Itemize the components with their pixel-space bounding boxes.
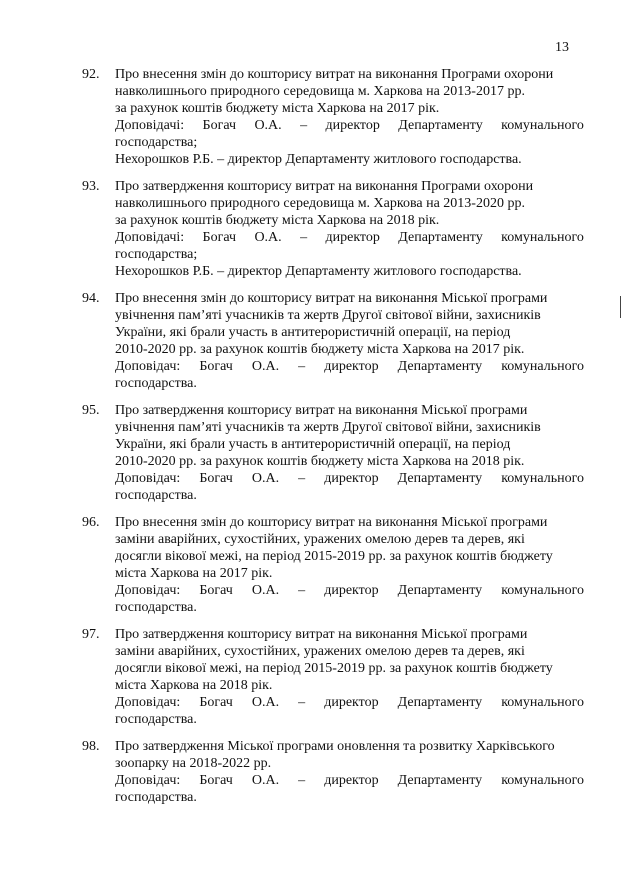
speaker-line: Нехорошков Р.Б. – директор Департаменту житлового господарства.	[115, 152, 522, 167]
agenda-item-body	[115, 290, 584, 392]
speaker-word: –	[300, 230, 308, 245]
speaker-word: –	[298, 583, 306, 598]
speaker-word: Департаменту	[397, 471, 483, 486]
agenda-item-number: 93.	[82, 179, 100, 194]
agenda-item-title-line: зоопарку на 2018-2022 рр.	[115, 756, 272, 771]
agenda-item-title-line: увічнення пам’яті учасників та жертв Другої світової війни, захисників	[115, 308, 541, 323]
agenda-item	[82, 178, 584, 280]
speaker-word: комунального	[501, 773, 584, 788]
speaker-word: –	[298, 471, 306, 486]
speaker-word: Богач	[202, 118, 237, 133]
speaker-word: Доповідач:	[115, 583, 181, 598]
agenda-list	[82, 66, 584, 816]
speaker-word: Богач	[199, 773, 233, 788]
speaker-word: Богач	[199, 695, 233, 710]
speaker-line	[115, 470, 584, 487]
speaker-word: О.А.	[254, 118, 282, 133]
speaker-word: Богач	[199, 471, 233, 486]
agenda-item-title-line: за рахунок коштів бюджету міста Харкова на 2018 рік.	[115, 213, 440, 228]
speaker-word: –	[300, 118, 308, 133]
agenda-item-number: 97.	[82, 627, 100, 642]
speaker-word: Департаменту	[398, 230, 483, 245]
speaker-word: Доповідач:	[115, 695, 181, 710]
agenda-item	[82, 514, 584, 616]
speaker-word: директор	[324, 695, 379, 710]
speaker-word: Доповідач:	[115, 471, 181, 486]
speaker-word: комунального	[501, 118, 584, 133]
agenda-item-title-line: України, які брали участь в антитерористичній операції, на період	[115, 437, 511, 452]
speaker-word: О.А.	[254, 230, 282, 245]
agenda-item-title-line: заміни аварійних, сухостійних, уражених омелою дерев та дерев, які	[115, 532, 525, 547]
speaker-word: Департаменту	[397, 773, 483, 788]
speaker-word: Департаменту	[397, 583, 483, 598]
agenda-item-number: 94.	[82, 291, 100, 306]
agenda-item	[82, 290, 584, 392]
agenda-item-title-line: міста Харкова на 2018 рік.	[115, 678, 273, 693]
speaker-word: директор	[324, 773, 379, 788]
agenda-item	[82, 626, 584, 728]
speaker-line	[115, 772, 584, 789]
agenda-item	[82, 66, 584, 168]
speaker-line: господарства.	[115, 488, 197, 503]
speaker-word: Доповідачі:	[115, 230, 185, 245]
agenda-item-title-line: досягли вікової межі, на період 2015-2019 рр. за рахунок коштів бюджету	[115, 549, 553, 564]
speaker-word: Богач	[199, 359, 233, 374]
speaker-line: господарства.	[115, 712, 197, 727]
agenda-item-body	[115, 626, 584, 728]
speaker-line: Нехорошков Р.Б. – директор Департаменту житлового господарства.	[115, 264, 522, 279]
speaker-word: директор	[324, 471, 379, 486]
agenda-item-title-line: Про внесення змін до кошторису витрат на виконання Міської програми	[115, 291, 548, 306]
agenda-item-title-line: досягли вікової межі, на період 2015-2019 рр. за рахунок коштів бюджету	[115, 661, 553, 676]
speaker-word: Богач	[202, 230, 237, 245]
agenda-item-title-line: міста Харкова на 2017 рік.	[115, 566, 273, 581]
agenda-item-title-line: 2010-2020 рр. за рахунок коштів бюджету міста Харкова на 2018 рік.	[115, 454, 525, 469]
agenda-item-number: 95.	[82, 403, 100, 418]
speaker-word: директор	[324, 583, 379, 598]
speaker-word: комунального	[501, 230, 584, 245]
page-number: 13	[555, 40, 569, 55]
speaker-line: господарства;	[115, 247, 198, 262]
agenda-item-title-line: Про затвердження Міської програми оновлення та розвитку Харківського	[115, 739, 555, 754]
speaker-line	[115, 358, 584, 375]
speaker-word: директор	[324, 359, 379, 374]
speaker-word: О.А.	[251, 359, 280, 374]
agenda-item-title-line: 2010-2020 рр. за рахунок коштів бюджету міста Харкова на 2017 рік.	[115, 342, 525, 357]
agenda-item	[82, 402, 584, 504]
agenda-item-body	[115, 66, 584, 168]
speaker-line: господарства;	[115, 135, 198, 150]
agenda-item-title-line: увічнення пам’яті учасників та жертв Другої світової війни, захисників	[115, 420, 541, 435]
speaker-word: комунального	[501, 471, 584, 486]
speaker-word: О.А.	[251, 583, 280, 598]
agenda-item-body	[115, 738, 584, 806]
margin-mark	[620, 296, 621, 318]
speaker-word: Богач	[199, 583, 233, 598]
agenda-item-title-line: Про затвердження кошторису витрат на виконання Міської програми	[115, 403, 528, 418]
agenda-item-title-line: Про внесення змін до кошторису витрат на виконання Міської програми	[115, 515, 548, 530]
speaker-line	[115, 694, 584, 711]
agenda-item-number: 98.	[82, 739, 100, 754]
speaker-word: Доповідач:	[115, 359, 181, 374]
speaker-word: –	[298, 773, 306, 788]
speaker-word: Департаменту	[397, 359, 483, 374]
speaker-line	[115, 582, 584, 599]
speaker-word: директор	[325, 118, 380, 133]
agenda-item-number: 96.	[82, 515, 100, 530]
agenda-item-title-line: навколишнього природного середовища м. Харкова на 2013-2020 рр.	[115, 196, 525, 211]
speaker-word: Доповідач:	[115, 773, 181, 788]
speaker-word: –	[298, 695, 306, 710]
speaker-word: Департаменту	[398, 118, 483, 133]
agenda-item-body	[115, 514, 584, 616]
agenda-item-title-line: за рахунок коштів бюджету міста Харкова на 2017 рік.	[115, 101, 440, 116]
speaker-word: О.А.	[251, 471, 280, 486]
speaker-word: О.А.	[251, 773, 280, 788]
speaker-word: Департаменту	[397, 695, 483, 710]
speaker-word: комунального	[501, 359, 584, 374]
agenda-item-body	[115, 178, 584, 280]
agenda-item-title-line: Про внесення змін до кошторису витрат на виконання Програми охорони	[115, 67, 554, 82]
speaker-line: господарства.	[115, 790, 197, 805]
agenda-item-title-line: навколишнього природного середовища м. Харкова на 2013-2017 рр.	[115, 84, 525, 99]
agenda-item-number: 92.	[82, 67, 100, 82]
speaker-word: –	[298, 359, 306, 374]
speaker-line	[115, 117, 584, 134]
speaker-line: господарства.	[115, 600, 197, 615]
speaker-word: директор	[325, 230, 380, 245]
agenda-item-title-line: Про затвердження кошторису витрат на виконання Програми охорони	[115, 179, 534, 194]
agenda-item	[82, 738, 584, 806]
speaker-word: Доповідачі:	[115, 118, 185, 133]
speaker-word: комунального	[501, 695, 584, 710]
speaker-word: комунального	[501, 583, 584, 598]
agenda-item-title-line: Про затвердження кошторису витрат на виконання Міської програми	[115, 627, 528, 642]
speaker-line: господарства.	[115, 376, 197, 391]
speaker-line	[115, 229, 584, 246]
agenda-item-title-line: України, які брали участь в антитерористичній операції, на період	[115, 325, 511, 340]
agenda-item-body	[115, 402, 584, 504]
agenda-item-title-line: заміни аварійних, сухостійних, уражених омелою дерев та дерев, які	[115, 644, 525, 659]
speaker-word: О.А.	[251, 695, 280, 710]
